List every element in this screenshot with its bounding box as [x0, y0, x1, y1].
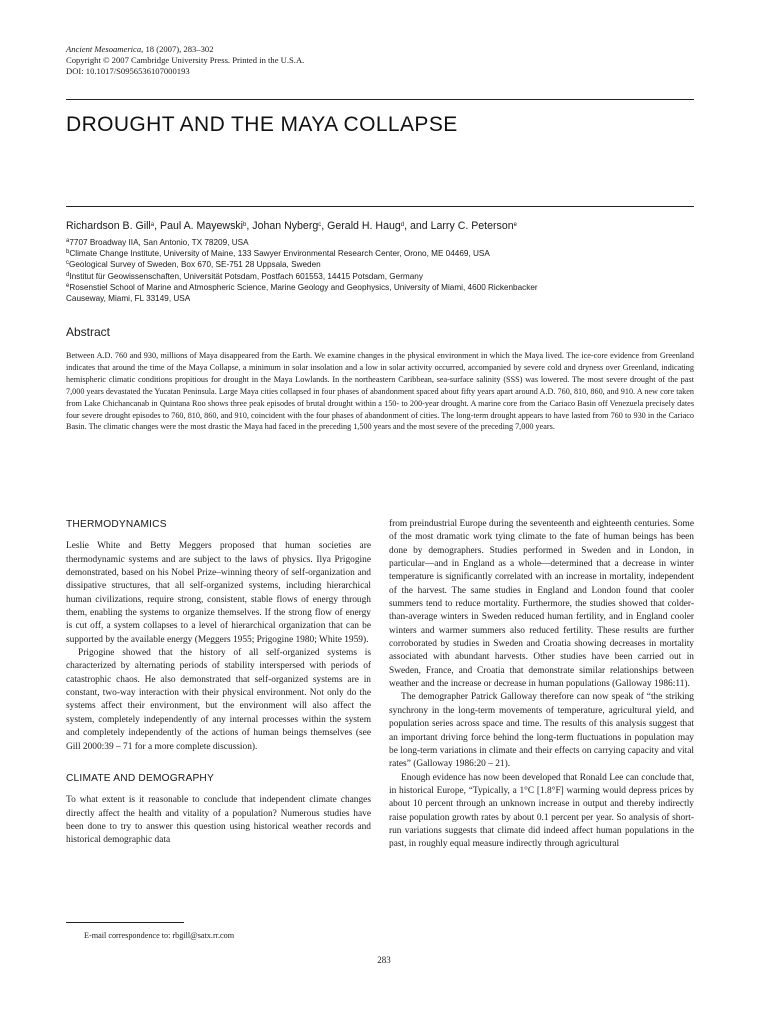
affiliation-text: Rosenstiel School of Marine and Atmospheric Science, Marine Geology and Geophysics, University of Miami, 4600 Rickenbacker — [69, 282, 538, 292]
author-separator: , and — [404, 220, 431, 232]
author-list — [66, 220, 517, 232]
author-affiliation-mark: d — [400, 222, 405, 228]
author-name: Larry C. Peterson — [430, 220, 514, 232]
affiliation-text: Geological Survey of Sweden, Box 670, SE-751 28 Uppsala, Sweden — [69, 260, 321, 270]
author-name: Gerald H. Haug — [327, 220, 401, 232]
affiliation-mark: a — [66, 238, 70, 244]
affiliation-text: 7707 Broadway IIA, San Antonio, TX 78209, USA — [69, 238, 249, 247]
paragraph: To what extent is it reasonable to conclude that independent climate changes directly affect the health and vitality of a population? Numerous studies have been done to try to answer this question using historical weather records and historical demographic data — [66, 795, 371, 846]
email-footnote: E-mail correspondence to: rbgill@satx.rr.com — [84, 931, 235, 940]
affiliation-line — [66, 248, 696, 259]
page-number: 283 — [377, 955, 391, 965]
author-affiliation-mark: b — [243, 222, 247, 228]
affiliation-line — [66, 293, 696, 304]
author-separator: , — [321, 220, 328, 232]
author-affiliation-mark: c — [318, 222, 322, 228]
section-heading-thermodynamics: THERMODYNAMICS — [66, 519, 167, 530]
abstract-text: Between A.D. 760 and 930, millions of Maya disappeared from the Earth. We examine changes in the physical environment in which the Maya lived. The ice-core evidence from Greenland indicates that around the time of the Maya Collapse, a minimum in solar insolation and a low in solar activity occurred, accompanied by severe cold and dryness over Greenland, indicating hemispheric climatic conditions propitious for drought in the Maya Lowlands. In the northeastern Caribbean, sea-surface salinity (SSS) was lowered. The most severe drought of the past 7,000 years devastated the Yucatan Peninsula. Large Maya cities collapsed in four phases of abandonment spaced about fifty years apart around A.D. 760, 810, 860, and 910. A new core taken from Lake Chichancanab in Quintana Roo shows three peak episodes of brutal drought within a 150- to 200-year drought. A marine core from the Cariaco Basin off Venezuela precisely dates four severe drought episodes to 760, 810, 860, and 910, coincident with the four phases of abandonment of cities. The long-term drought appears to have lasted from 760 to 930 in the Cariaco Basin. The climatic changes were the most drastic the Maya had faced in the preceding 1,500 years and the most severe of the preceding 7,000 years. — [66, 351, 694, 432]
article-title: DROUGHT AND THE MAYA COLLAPSE — [66, 113, 458, 136]
footnote — [84, 931, 234, 940]
affiliation-list — [66, 237, 696, 304]
copyright-line: Copyright © 2007 Cambridge University Press. Printed in the U.S.A. — [66, 55, 305, 66]
journal-name: Ancient Mesoamerica — [66, 44, 142, 54]
footnote-rule — [66, 922, 184, 923]
doi-line: DOI: 10.1017/S0956536107000193 — [66, 66, 190, 77]
paragraph: Prigogine showed that the history of all self-organized systems is characterized by alternating periods of stability interspersed with periods of catastrophic chaos. He also demonstrated that self-organized systems are in constant, two-way interaction with their physical environment. Not only do the systems affect their environment, but the environment will also affect the system, completely independently of any internal processes within the system and completely independently of the actions of human beings themselves (see Gill 2000:39 – 71 for a more complete discussion). — [66, 648, 371, 752]
right-column — [389, 518, 694, 852]
paragraph: from preindustrial Europe during the seventeenth and eighteenth centuries. Some of the most dramatic work tying climate to the fate of human beings has been done by demographers. Studies performed in Sweden and in London, in particular—and in England as a whole—determined that a decrease in winter temperature is significantly correlated with an increase in mortality, independent of the harvest. The same studies in England and London found that cooler summers tend to reduce mortality. Furthermore, the studies showed that colder-than-average winters in Sweden reduced human fertility, and in England cooler winters and warmer summers also reduced fertility. These results are further corroborated by studies in Sweden and Croatia showing decreases in mortality associated with abundant harvests. Other studies have been carried out in Sweden, France, and Croatia that demonstrate similar relationships between weather and the increase or decrease in human populations (Galloway 1986:11). — [389, 519, 694, 690]
affiliation-mark: e — [66, 282, 70, 289]
author-affiliation-mark: a — [150, 222, 155, 228]
journal-header — [66, 44, 304, 78]
author-name: Paul A. Mayewski — [160, 220, 244, 232]
volume-pages: , 18 (2007), 283–302 — [141, 44, 214, 54]
left-column — [66, 518, 371, 848]
citation-line — [66, 44, 304, 55]
affiliation-text: Climate Change Institute, University of Maine, 133 Sawyer Environmental Research Center, Orono, ME 04469, USA — [69, 249, 490, 259]
author-name: Johan Nyberg — [252, 220, 319, 232]
affiliation-text: Causeway, Miami, FL 33149, USA — [66, 294, 191, 304]
paragraph: Enough evidence has now been developed that Ronald Lee can conclude that, in historical Europe, “Typically, a 1°C [1.8°F] warming would depress prices by about 10 percent through an unknown increase in output and thereby indirectly raise population growth rates by about 0.1 percent per year. So analysis of short-run variations suggests that climate did indeed affect human populations in the past, in roughly equal measure indirectly through agricultural — [389, 772, 694, 850]
affiliation-line — [66, 282, 696, 293]
author-separator: , — [154, 220, 161, 232]
affiliation-line — [66, 237, 696, 248]
affiliation-mark: d — [66, 271, 70, 278]
author-affiliation-mark: e — [513, 222, 517, 228]
section-heading-climate-demography: CLIMATE AND DEMOGRAPHY — [66, 772, 214, 784]
abstract-heading: Abstract — [66, 325, 111, 339]
top-rule — [66, 99, 694, 100]
paragraph: Leslie White and Betty Meggers proposed that human societies are thermodynamic systems and are subject to the laws of physics. Ilya Prigogine demonstrated, based on his Nobel Prize–winning theory of self-organization and dissipative structures, that all self-organized systems, including hierarchical human civilizations, require strong, consistent, stable flows of energy through them, enabling the systems to organize themselves. If the strong flow of energy is cut off, a system collapses to a level of hierarchical organization that can be supported by the available energy (Meggers 1955; Prigogine 1980; White 1959). — [66, 541, 371, 645]
affiliation-mark: c — [66, 260, 69, 267]
affiliation-mark: b — [66, 249, 70, 256]
paragraph: The demographer Patrick Galloway therefore can now speak of “the striking synchrony in the long-term movements of temperature, agricultural yield, and population series across space and time. The results of this analysis suggest that an important driving force behind the long-term fluctuations in population may be long-term variations in climate and their effects on carrying capacity and vital rates” (Galloway 1986:20 – 21). — [389, 692, 694, 770]
affiliation-line — [66, 259, 696, 270]
author-name: Richardson B. Gill — [66, 220, 151, 232]
affiliation-line — [66, 271, 696, 282]
affiliation-text: Institut für Geowissenschaften, Universität Potsdam, Postfach 601553, 14415 Potsdam, Germany — [69, 271, 423, 281]
author-separator: , — [246, 220, 253, 232]
title-rule — [66, 206, 694, 207]
